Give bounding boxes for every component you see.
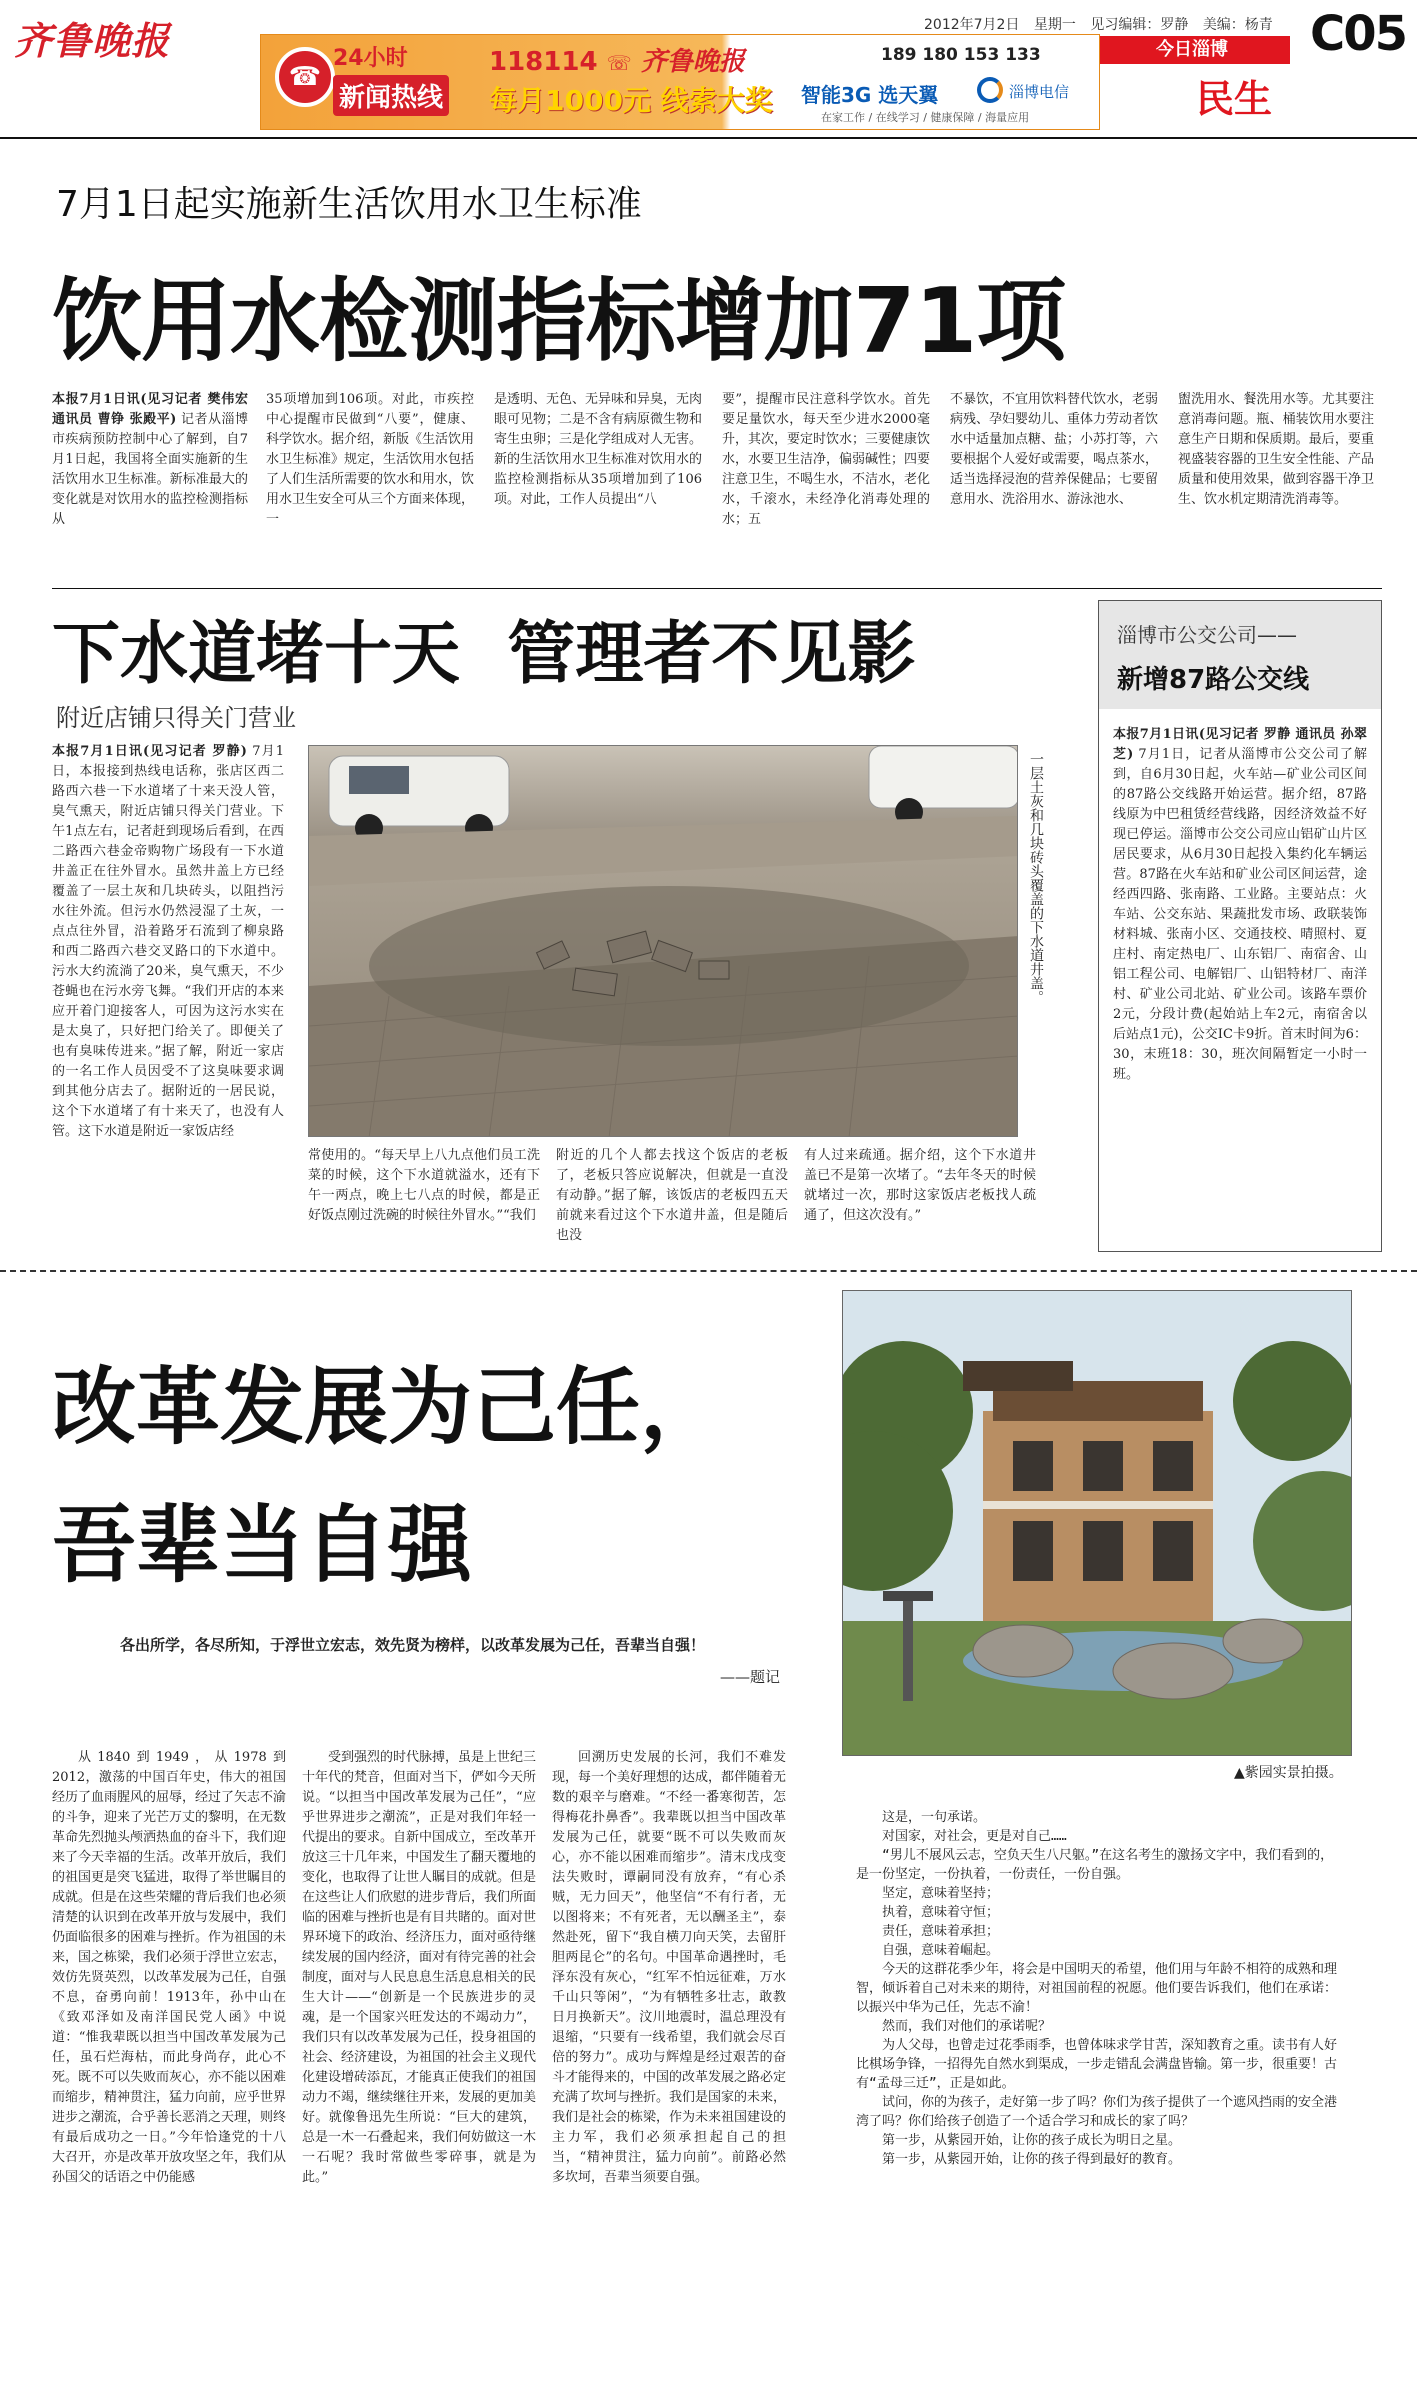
story2-text-b3: 有人过来疏通。据介绍，这个下水道井盖已不是第一次堵了。“去年冬天的时候就堵过一次，那时这家饭店老板找人疏通了，但这次没有。” — [804, 1148, 1036, 1223]
story1-col-5 — [950, 390, 1158, 578]
right-line-4: 执着，意味着守恒； — [882, 1905, 1000, 1920]
story3-text-3: 回溯历史发展的长河，我们不难发现，每一个美好理想的达成，都伴随着无数的艰辛与磨难。“不经一番寒彻苦，怎得梅花扑鼻香”。我辈既以担当中国改革发展为己任，就要“既不可以失败而灰心，亦不能以困难而缩步”。清末戊戌变法失败时，谭嗣同没有放弃，“有心杀贼，无力回天”，他坚信“不有行者，无以图将来；不有死者，无以酬圣主”，泰然赴死，留下“我自横刀向天笑，去留肝胆两昆仑”的名句。中国革命遇挫时，毛泽东没有灰心，“红军不怕远征难，万水千山只等闲”，“为有牺牲多壮志，敢教日月换新天”。汶川地震时，温总理没有退缩，“只要有一线希望，我们就会尽百倍的努力”。成功与辉煌是经过艰苦的奋斗才能得来的，中国的改革发展之路必定充满了坎坷与挫折。我们是国家的未来，我们是社会的栋梁，作为未来祖国建设的主力军，我们必须承担起自己的担当，“精神贯注，猛力向前”。前路必然多坎坷，吾辈当须要自强。 — [552, 1750, 786, 2185]
section-tag-main: 民生 — [1196, 77, 1273, 121]
story2-byline: 本报7月1日讯(见习记者 罗静) — [52, 744, 247, 759]
date-text: 2012年7月2日 — [924, 17, 1020, 33]
right-line-10: 试问，你的为孩子，走好第一步了吗？你们为孩子提供了一个遮风挡雨的安全港湾了吗？你们给孩子创造了一个适合学习和成长的家了吗？ — [856, 2095, 1338, 2129]
right-line-12: 第一步，从紫园开始，让你的孩子得到最好的教育。 — [882, 2152, 1182, 2167]
telecom-small-print: 在家工作 / 在线学习 / 健康保障 / 海量应用 — [821, 111, 1030, 124]
story3-col-1 — [52, 1748, 286, 2360]
story2-headline: 下水道堵十天 管理者不见影 — [52, 615, 916, 694]
story1-col-4 — [722, 390, 930, 578]
story3-headline-1: 改革发展为己任， — [52, 1358, 725, 1456]
right-line-3: 坚定，意味着坚持； — [882, 1886, 1000, 1901]
villa-photo-svg — [843, 1291, 1352, 1756]
story3-text-1: 从1840到1949，从1978到2012，激荡的中国百年史，伟大的祖国经历了血雨腥风的屈辱，经过了矢志不渝的斗争，迎来了光芒万丈的黎明，在无数革命先烈抛头颅洒热血的奋斗下，我们迎来了今天幸福的生活。改革开放后，我们的祖国更是突飞猛进，取得了举世瞩目的成就。但是在这些荣耀的背后我们也必须清楚的认识到在改革开放与发展中，我们仍面临很多的困难与挫折。作为祖国的未来，国之栋梁，我们必须于浮世立宏志，效仿先贤英烈，以改革发展为己任，自强不息，奋勇向前！1913年，孙中山在《致邓泽如及南洋国民党人函》中说道：“惟我辈既以担当中国改革发展为己任，虽石烂海枯，而此身尚存，此心不死。既不可以失败而灰心，亦不能以困难而缩步，精神贯注，猛力向前，应乎世界进步之潮流，合乎善长恶消之天理，则终有最后成功之一日。”今年恰逢党的十八大召开，亦是改革开放攻坚之年，我们从孙国父的话语之中仍能感 — [52, 1750, 286, 2185]
sidebar-byline: 本报7月1日讯(见习记者 罗静 通讯员 孙翠芝) — [1113, 727, 1367, 762]
manhole-photo-svg — [309, 746, 1018, 1137]
right-line-1: 对国家，对社会，更是对自己…… — [882, 1829, 1067, 1844]
story2-bottom-col-2 — [556, 1146, 788, 1252]
masthead-rule — [0, 137, 1417, 139]
story1-text-4: 要”，提醒市民注意科学饮水。首先要足量饮水，每天至少进水2000毫升，其次，要定时饮水；三要健康饮水，水要卫生洁净，偏弱碱性；四要注意卫生，不喝生水，不洁水，老化水，千滚水，未经净化消毒处理的水；五 — [722, 392, 930, 527]
designer-text: 美编：杨青 — [1202, 17, 1273, 33]
story1-kicker: 7月1日起实施新生活饮用水卫生标准 — [56, 184, 642, 225]
section-divider — [0, 1270, 1417, 1272]
sidebar-text: 7月1日，记者从淄博市公交公司了解到，自6月30日起，火车站—矿业公司区间的87路公交线路开始运营。据介绍，87路线原为中巴租赁经营线路，因经济效益不好现已停运。淄博市公交公司应山铝矿山片区居民要求，从6月30日起投入集约化车辆运营。87路在火车站和矿业公司区间运营，途经西四路、张南路、工业路。主要站点：火车站、公交东站、果蔬批发市场、政联装饰材料城、张南小区、交通技校、晴照村、夏庄村、南定热电厂、山东铝厂、南宿舍、山铝工程公司、电解铝厂、山铝特材厂、南洋村、矿业公司北站、矿业公司。该路车票价2元，分段计费(起始站上车2元，南宿舍以后站点1元)，公交IC卡9折。首末时间为6：30，末班18：30，班次间隔暂定一小时一班。 — [1113, 747, 1367, 1082]
hotline-ring-icon: ☎ — [275, 47, 335, 107]
story2-text-left: 7月1日，本报接到热线电话称，张店区西二路西六巷一下水道堵了十来天没人管，臭气熏天，附近店铺只得关门营业。下午1点左右，记者赶到现场后看到，在西二路西六巷金帝购物广场段有一下水道井盖正在往外冒水。虽然井盖上方已经覆盖了一层土灰和几块砖头，以阻挡污水往外流。但污水仍然浸湿了土灰，一点点往外冒，沿着路牙石流到了柳泉路和西二路西六巷交叉路口的下水道中。污水大约流淌了20米，臭气熏天，不少苍蝇也在污水旁飞舞。“我们开店的本来应开着门迎接客人，可因为这污水实在是太臭了，只好把门给关了。即便关了也有臭味传进来。”据了解，附近一家店的一名工作人员因受不了这臭味要求调到其他分店去了。据附近的一居民说，这个下水道堵了有十来天了，也没有人管。这下水道是附近一家饭店经 — [52, 744, 284, 1139]
right-line-8: 然而，我们对他们的承诺呢？ — [882, 2019, 1052, 2034]
right-line-11: 第一步，从紫园开始，让你的孩子成长为明日之星。 — [882, 2133, 1182, 2148]
story2-bottom-col-3 — [804, 1146, 1036, 1252]
story1-text-5: 不暴饮，不宜用饮料替代饮水，老弱病残、孕妇婴幼儿、重体力劳动者饮水中适量加点糖、盐；小苏打等，六要根据个人爱好或需要，喝点茶水，适当选择浸泡的营养保健品；七要留意用水、洗浴用水、游泳池水、 — [950, 392, 1158, 507]
right-line-2: “男儿不展风云志，空负天生八尺躯。”在这名考生的激扬文字中，我们看到的，是一份坚定，一份执着，一份责任，一份自强。 — [856, 1848, 1334, 1882]
story3-epigraph: 各出所学，各尽所知，于浮世立宏志，效先贤为榜样，以改革发展为己任，吾辈当自强！ — [120, 1636, 706, 1654]
telecom-logo-icon — [977, 77, 1003, 103]
right-line-7: 今天的这群花季少年，将会是中国明天的希望，他们用与年龄不相符的成熟和理智，倾诉着自己对未来的期待，对祖国前程的祝愿。他们要告诉我们，他们在承诺：以振兴中华为己任，先志不渝！ — [856, 1962, 1338, 2015]
story1-col-2 — [266, 390, 474, 578]
hotline-118114 — [489, 41, 745, 78]
story1-byline: 本报7月1日讯(见习记者 樊伟宏 通讯员 曹铮 张殿平) — [52, 392, 248, 427]
sidebar-body — [1113, 725, 1367, 1245]
story3-photo-caption: ▲紫园实景拍摄。 — [1234, 1765, 1343, 1781]
hotline-24h: 24小时 — [333, 46, 408, 71]
villa-building — [963, 1361, 1213, 1621]
story2-text-b1: 常使用的。“每天早上八九点他们员工洗菜的时候，这个下水道就溢水，还有下午一两点，晚上七八点的时候，都是正好饭点刚过洗碗的时候往外冒水。”“我们 — [308, 1148, 540, 1223]
story3-text-2: 受到强烈的时代脉搏，虽是上世纪三十年代的梵音，但面对当下，俨如今天所说。“以担当中国改革发展为己任”，“应乎世界进步之潮流”，正是对我们年轻一代提出的要求。自新中国成立，至改革开放这三十几年来，中国发生了翻天覆地的变化，也取得了让世人瞩目的成就。但是在这些让人们欣慰的进步背后，我们所面临的困难与挫折也是有目共睹的。面对世界环境下的政治、经济压力，面对亟待继续发展的国内经济，面对有待完善的社会制度，面对与人民息息生活息息相关的民生大计——“创新是一个民族进步的灵魂，是一个国家兴旺发达的不竭动力”，我们只有以改革发展为己任，投身祖国的社会、经济建设，为祖国的社会主义现代化建设增砖添瓦，才能真正使我们的祖国动力不竭，继续继往开来，发展的更加美好。就像鲁迅先生所说：“巨大的建筑，总是一木一石叠起来，我们何妨做这一木一石呢？我时常做些零碎事，就是为此。” — [302, 1750, 536, 2185]
hotline-number: 118114 — [489, 47, 598, 77]
date-line — [924, 14, 1273, 34]
hotline-prize: 每月1000元 线索大奖 — [489, 84, 773, 117]
story1-headline: 饮用水检测指标增加71项 — [52, 269, 1066, 374]
page-number: C05 — [1310, 6, 1407, 62]
story1-col-1 — [52, 390, 248, 578]
story2-text-b2: 附近的几个人都去找这个饭店的老板了，老板只答应说解决，但就是一直没有动静。”据了解，该饭店的老板四五天前就来看过这个下水道井盖，但是随后也没 — [556, 1148, 788, 1243]
story3-right-box — [842, 1798, 1352, 2360]
sidebar-kicker: 淄博市公交公司—— — [1117, 623, 1297, 647]
story1-col-3 — [494, 390, 702, 578]
right-line-5: 责任，意味着承担； — [882, 1924, 1000, 1939]
bus-sidebar — [1098, 600, 1382, 1252]
story3-col-2 — [302, 1748, 536, 2360]
editor-text: 见习编辑：罗静 — [1090, 17, 1189, 33]
story2-photo — [308, 745, 1018, 1137]
story2-photo-caption: 一层土灰和几块砖头覆盖的下水道井盖。 — [1028, 752, 1044, 1004]
right-line-9: 为人父母，也曾走过花季雨季，也曾体味求学甘苦，深知教育之重。读书有人好比棋场争锋，一招得先自然水到渠成，一步走错乱会满盘皆输。第一步，很重要！古有“孟母三迁”，正是如此。 — [856, 2038, 1338, 2091]
sidebar-headline: 新增87路公交线 — [1117, 665, 1310, 695]
story3-photo — [842, 1290, 1352, 1756]
story3-headline-2: 吾辈当自强 — [52, 1496, 473, 1594]
hotline-news: 新闻热线 — [333, 75, 449, 116]
story2-subhead: 附近店铺只得关门营业 — [56, 704, 296, 732]
hotline-paper: 齐鲁晚报 — [640, 47, 745, 77]
section-tag-top: 今日淄博 — [1094, 36, 1290, 64]
story2-left-col — [52, 742, 284, 1252]
story2-bottom-col-1 — [308, 1146, 540, 1252]
right-line-0: 这是，一句承诺。 — [882, 1810, 987, 1825]
story3-epigraph-attr: ——题记 — [720, 1668, 781, 1686]
story3-col-3 — [552, 1748, 786, 2360]
right-line-6: 自强，意味着崛起。 — [882, 1943, 1000, 1958]
telecom-3g: 智能3G 选天翼 — [801, 83, 939, 107]
story1-text-3: 是透明、无色、无异味和异臭，无肉眼可见物；二是不含有病原微生物和寄生虫卵；三是化学组成对人无害。新的生活饮用水卫生标准对饮用水的监控检测指标从35项增加到了106项。对此，工作人员提出“八 — [494, 392, 702, 507]
weekday-text: 星期一 — [1033, 17, 1076, 33]
story1-bottom-rule — [52, 588, 1382, 589]
telecom-name: 淄博电信 — [1009, 83, 1070, 101]
masthead — [0, 0, 1417, 135]
story1-col-6 — [1178, 390, 1374, 578]
paper-name-logo: 齐鲁晚报 — [14, 18, 171, 63]
hotline-banner[interactable] — [260, 34, 1100, 130]
story1-text-2: 35项增加到106项。对此，市疾控中心提醒市民做到“八要”，健康、科学饮水。据介绍，新版《生活饮用水卫生标准》规定，生活饮用水包括了人们生活所需要的饮水和用水，饮用水卫生安全可从三个方面来体现，一 — [266, 392, 474, 527]
story1-text-6: 盥洗用水、餐洗用水等。尤其要注意消毒问题。瓶、桶装饮用水要注意生产日期和保质期。最后，要重视盛装容器的卫生安全性能、产品质量和使用效果，做到容器干净卫生、饮水机定期清洗消毒等。 — [1178, 392, 1374, 507]
telecom-phone: 189 180 153 133 — [881, 45, 1041, 65]
phone-handset-icon: ☏ — [606, 51, 632, 75]
story1-text-1: 记者从淄博市疾病预防控制中心了解到，自7月1日起，我国将全面实施新的生活饮用水卫生标准。新标准最大的变化就是对饮用水的监控检测指标从 — [52, 412, 248, 527]
